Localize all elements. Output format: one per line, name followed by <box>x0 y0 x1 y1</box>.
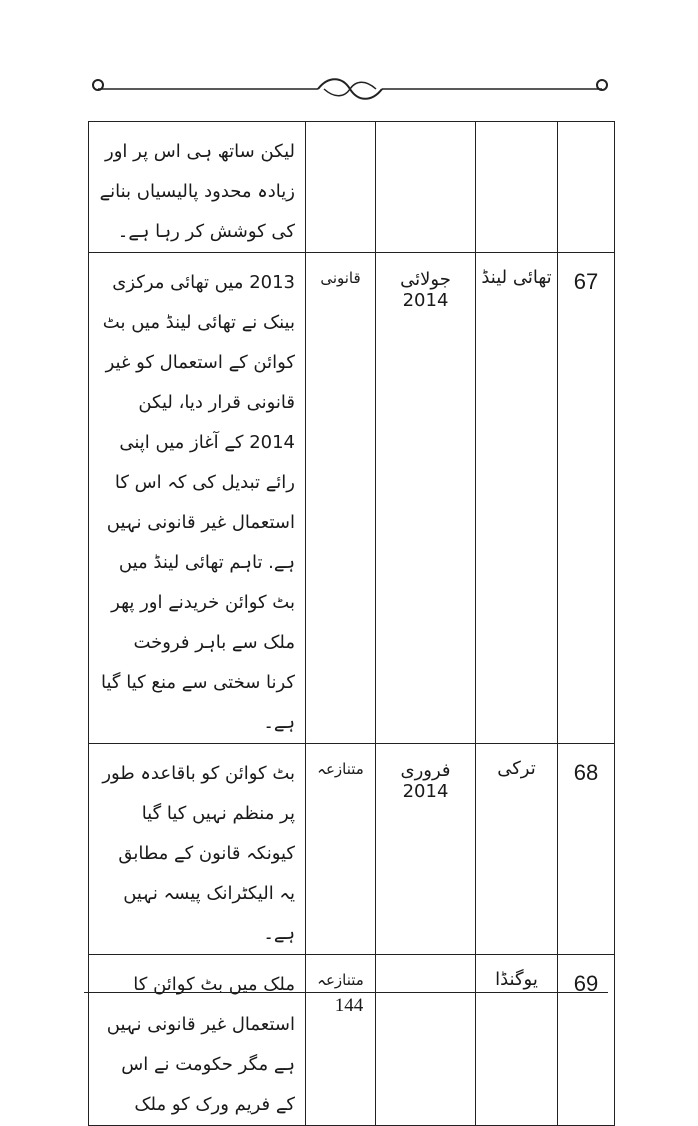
page-number: 144 <box>334 995 364 1016</box>
footer-divider <box>84 992 608 993</box>
table-row <box>89 744 615 955</box>
status-cell: متنازعہ <box>306 955 376 1126</box>
number-cell <box>558 122 615 253</box>
countries-table <box>88 121 615 1126</box>
number-cell: 69 <box>558 955 615 1126</box>
details-cell: 2013 میں تھائی مرکزی بینک نے تھائی لینڈ میں بٹ کوائن کے استعمال کو غیر قانونی قرار دیا، لیکن 2014 کے آغاز میں اپنی رائے تبدیل کی کہ اس کا استعمال غیر قانونی نہیں ہے. تاہم تھائی لینڈ میں بٹ کوائن خریدنے اور پھر ملک سے باہر فروخت کرنا سختی سے منع کیا گیا ہے۔ <box>89 253 306 744</box>
number-cell: 67 <box>558 253 615 744</box>
header-ornament <box>88 70 612 106</box>
table-row <box>89 955 615 1126</box>
status-cell <box>306 122 376 253</box>
date-cell <box>376 955 476 1126</box>
status-cell: متنازعہ <box>306 744 376 955</box>
country-cell: تھائی لینڈ <box>476 253 558 744</box>
number-cell: 68 <box>558 744 615 955</box>
status-cell: قانونی <box>306 253 376 744</box>
table-row <box>89 253 615 744</box>
details-cell: بٹ کوائن کو باقاعدہ طور پر منظم نہیں کیا گیا کیونکہ قانون کے مطابق یہ الیکٹرانک پیسہ نہیں ہے۔ <box>89 744 306 955</box>
details-cell: لیکن ساتھ ہی اس پر اور زیادہ محدود پالیسیاں بنانے کی کوشش کر رہا ہے۔ <box>89 122 306 253</box>
table-row <box>89 122 615 253</box>
country-cell: ترکی <box>476 744 558 955</box>
date-cell: فروری 2014 <box>376 744 476 955</box>
date-cell <box>376 122 476 253</box>
country-cell <box>476 122 558 253</box>
details-cell: ملک میں بٹ کوائن کا استعمال غیر قانونی نہیں ہے مگر حکومت نے اس کے فریم ورک کو ملک <box>89 955 306 1126</box>
country-cell: یوگنڈا <box>476 955 558 1126</box>
date-cell: جولائی 2014 <box>376 253 476 744</box>
